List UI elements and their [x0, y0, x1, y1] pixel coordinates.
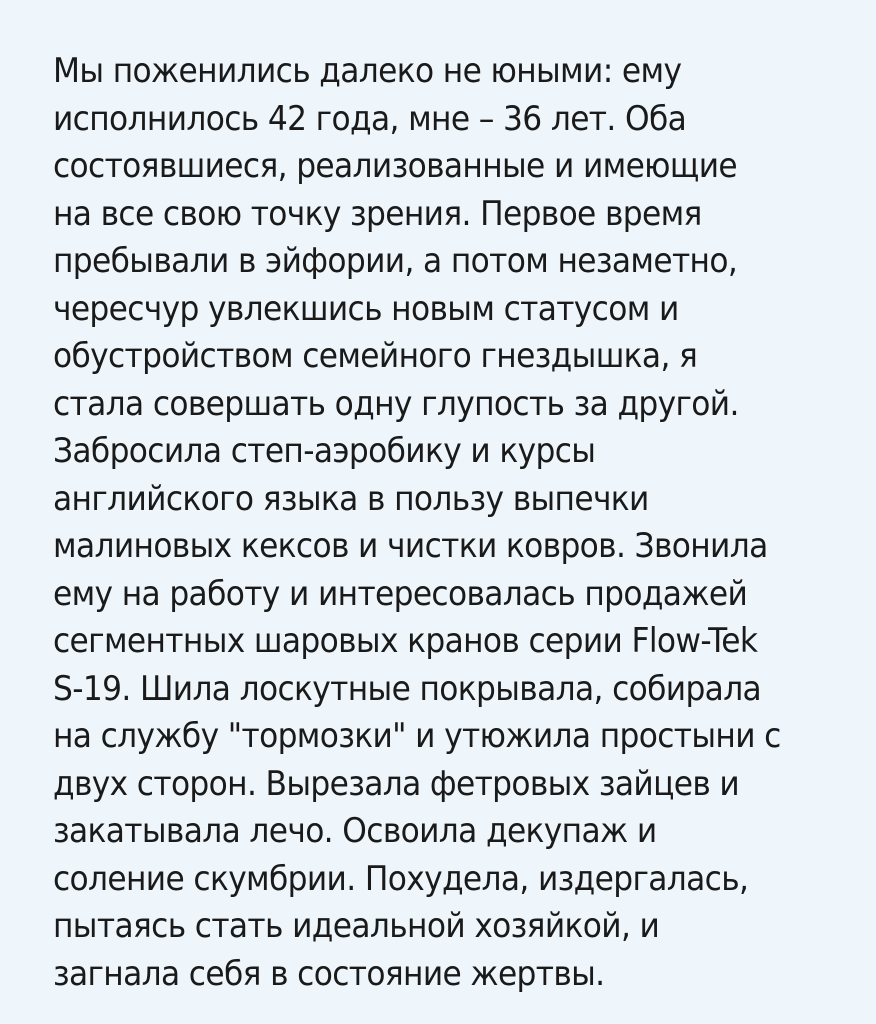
- text-line-18: соление скумбрии. Похудела, издергалась,: [53, 858, 749, 899]
- text-line-8: стала совершать одну глупость за другой.: [53, 383, 739, 424]
- text-line-6: чересчур увлекшись новым статусом и: [53, 288, 679, 329]
- text-line-12: ему на работу и интересовалась продажей: [53, 573, 748, 614]
- text-line-10: английского языка в пользу выпечки: [53, 478, 649, 519]
- text-line-19: пытаясь стать идеальной хозяйкой, и: [53, 906, 660, 946]
- text-line-17: закатывала лечо. Освоила декупаж и: [53, 811, 657, 851]
- text-line-16: двух сторон. Вырезала фетровых зайцев и: [53, 763, 740, 804]
- text-line-20: загнала себя в состояние жертвы.: [53, 953, 605, 994]
- text-line-5: пребывали в эйфории, а потом незаметно,: [53, 241, 738, 281]
- story-paragraph: [53, 48, 833, 998]
- text-line-14: S-19. Шила лоскутные покрывала, собирала: [53, 668, 762, 709]
- text-line-3: состоявшиеся, реализованные и имеющие: [53, 146, 737, 186]
- text-line-4: на все свою точку зрения. Первое время: [53, 193, 702, 234]
- text-line-11: малиновых кексов и чистки ковров. Звонила: [53, 526, 768, 566]
- text-line-15: на службу "тормозки" и утюжила простыни с: [53, 716, 781, 756]
- text-line-9: Забросила степ-аэробику и курсы: [53, 431, 596, 471]
- text-line-1: Мы поженились далеко не юными: ему: [53, 51, 682, 91]
- text-line-2: исполнилось 42 года, мне – 36 лет. Оба: [53, 98, 687, 139]
- text-line-7: обустройством семейного гнездышка, я: [53, 336, 698, 376]
- text-line-13: сегментных шаровых кранов серии Flow-Tek: [53, 621, 758, 661]
